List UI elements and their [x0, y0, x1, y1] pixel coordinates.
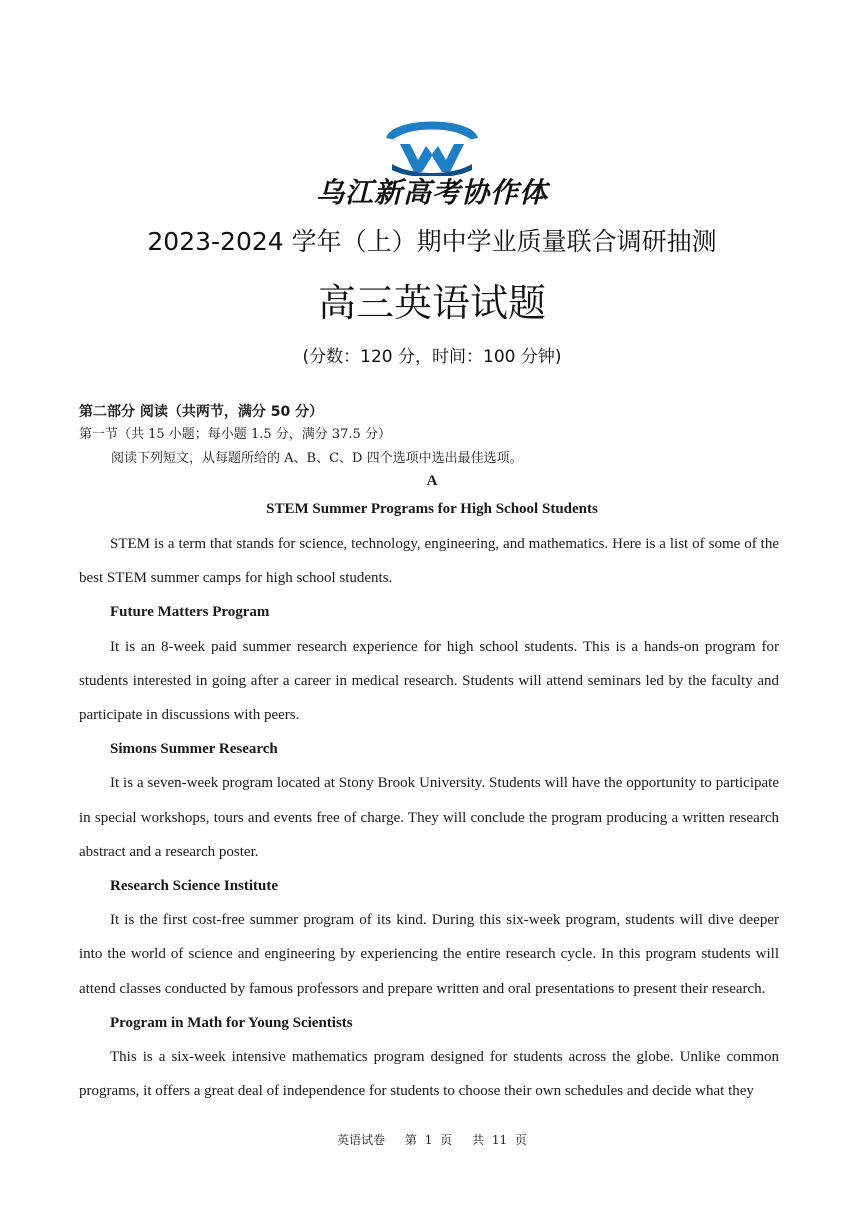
passage-body — [79, 527, 779, 1108]
program-heading: Simons Summer Research — [110, 741, 278, 758]
program-description: It is the first cost-free summer program of its kind. During this six-week program, students will dive deeper into the world of science and engineering by experiencing the entire research cycle. In this program students will attend classes conducted by famous professors and prepare written and oral presentations to present their research. — [79, 912, 779, 997]
program-heading: Future Matters Program — [110, 604, 270, 621]
program-description: It is a seven-week program located at Stony Brook University. Students will have the opportunity to participate in special workshops, tours and events free of charge. They will conclude the program producing a written research abstract and a research poster. — [79, 775, 779, 860]
program-heading: Program in Math for Young Scientists — [110, 1014, 353, 1031]
program-description: It is an 8-week paid summer research experience for high school students. This is a hands-on program for students interested in going after a career in medical research. Students will attend seminars led by the faculty and participate in discussions with peers. — [79, 638, 779, 724]
instruction: 阅读下列短文，从每题所给的 A、B、C、D 四个选项中选出最佳选项。 — [111, 451, 523, 466]
footer-page-current: 第 1 页 — [404, 1133, 453, 1147]
logo-text: 乌江新高考协作体 — [315, 176, 548, 209]
logo-emblem-icon — [382, 110, 482, 176]
passage-letter: A — [426, 473, 438, 489]
footer-subject: 英语试卷 — [337, 1133, 386, 1147]
exam-title: 2023-2024 学年（上）期中学业质量联合调研抽测 — [147, 227, 717, 256]
logo — [0, 110, 864, 210]
section-note: 第一节（共 15 小题；每小题 1.5 分，满分 37.5 分） — [79, 427, 391, 442]
program-heading: Research Science Institute — [110, 878, 279, 895]
page-footer — [0, 1130, 864, 1150]
passage-intro: STEM is a term that stands for science, technology, engineering, and mathematics. Here is a list of some of the best STEM summer camps for high school students. — [79, 536, 779, 587]
part-title: 第二部分 阅读（共两节，满分 50 分） — [79, 404, 324, 420]
program-description: This is a six-week intensive mathematics program designed for students across the globe. Unlike common programs, it offers a great deal of independence for students to choose their own schedules and decide what they — [79, 1049, 779, 1100]
score-info: (分数：120 分，时间：100 分钟) — [302, 347, 562, 367]
footer-page-total: 共 11 页 — [472, 1133, 527, 1147]
subject-title: 高三英语试题 — [317, 281, 546, 325]
passage-title: STEM Summer Programs for High School Students — [266, 501, 598, 517]
